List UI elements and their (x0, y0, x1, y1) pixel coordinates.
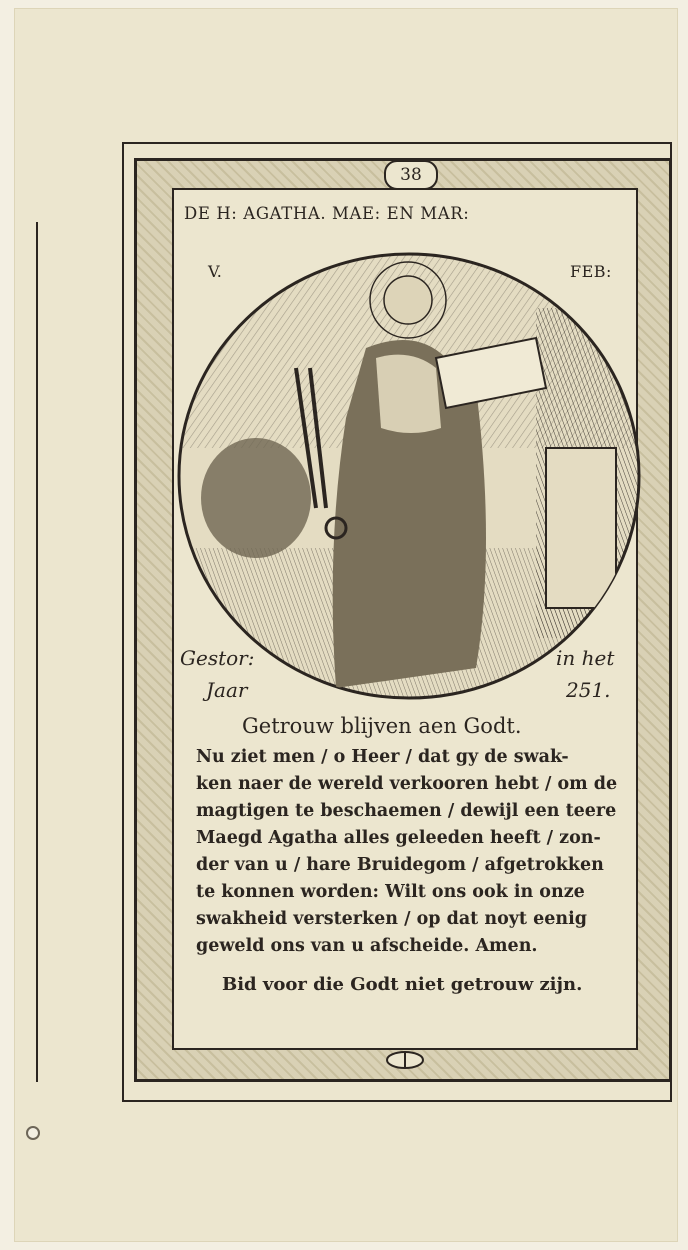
prayer-line: geweld ons van u afscheide. Amen. (196, 936, 538, 956)
prayer-line: Maegd Agatha alles geleeden heeft / zon- (196, 828, 601, 848)
caption-died: Gestor: (180, 646, 255, 670)
prayer-heading: Getrouw blijven aen Godt. (242, 714, 522, 738)
motto: Bid voor die Godt niet getrouw zijn. (222, 974, 583, 995)
page-number: 38 (384, 160, 438, 190)
prayer-line: ken naer de wereld verkooren hebt / om de (196, 774, 618, 794)
prayer-line: Nu ziet men / o Heer / dat gy de swak- (196, 747, 569, 767)
prayer-text (196, 744, 628, 960)
paper-hole (26, 1126, 40, 1140)
prayer-line: te konnen worden: Wilt ons ook in onze (196, 882, 585, 902)
saint-agatha-engraving (176, 248, 642, 704)
caption-year-number: 251. (566, 678, 611, 702)
print-title: DE H: AGATHA. MAE: EN MAR: (184, 204, 470, 223)
prayer-line: magtigen te beschaemen / dewijl een teere (196, 801, 617, 821)
prayer-line: swakheid versterken / op dat noyt eenig (196, 909, 587, 929)
prayer-line: der van u / hare Bruidegom / afgetrokken (196, 855, 604, 875)
caption-year: Jaar (206, 678, 248, 702)
left-margin-rule (36, 222, 38, 1082)
bottom-ornament (385, 1050, 425, 1070)
caption-in-the: in het (556, 646, 615, 670)
date-month: FEB: (570, 262, 612, 281)
date-day: V. (208, 262, 222, 281)
